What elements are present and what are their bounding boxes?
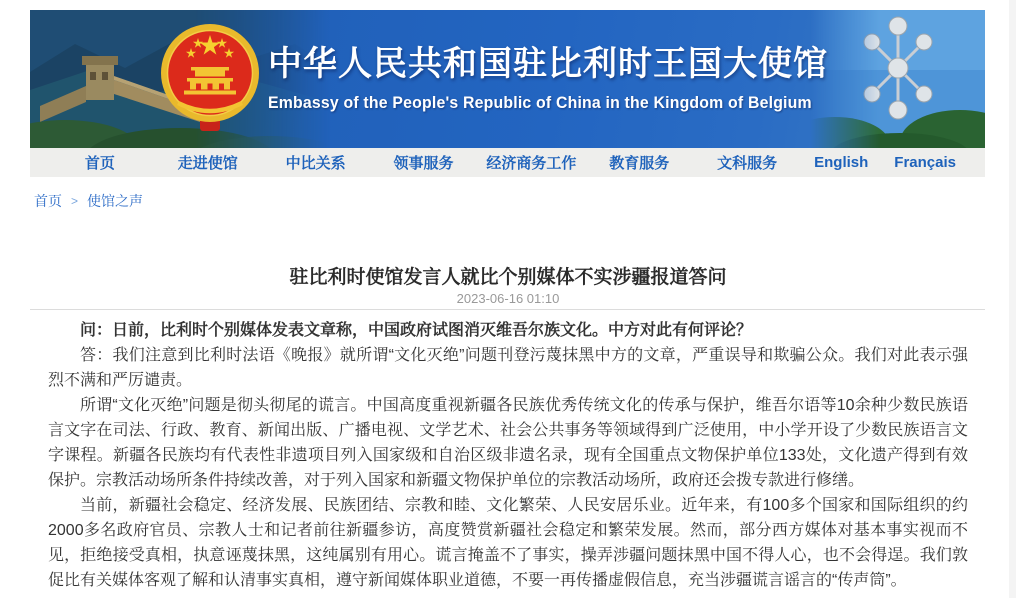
nav-item-culture[interactable]: 文科服务 bbox=[717, 155, 778, 172]
nav-item-home[interactable]: 首页 bbox=[84, 155, 115, 172]
article-paragraph: 所谓“文化灭绝”问题是彻头彻尾的谎言。中国高度重视新疆各民族优秀传统文化的传承与保护，维吾尔语等10余种少数民族语言文字在司法、行政、教育、新闻出版、广播电视、文学艺术、社会公共事务等领域得到广泛使用，中小学开设了少数民族语言文字课程。新疆各民族均有代表性非遗项目列入国家级和自治区级非遗名录，现有全国重点文物保护单位133处，文化遗产得到有效保护。宗教活动场所条件持续改善，对于列入国家和新疆文物保护单位的宗教活动场所，政府还会拨专款进行修缮。 bbox=[48, 397, 968, 489]
article-paragraph: 当前，新疆社会稳定、经济发展、民族团结、宗教和睦、文化繁荣、人民安居乐业。近年来，有100多个国家和国际组织的约2000多名政府官员、宗教人士和记者前往新疆参访，高度赞赏新疆社会稳定和繁荣发展。然而，部分西方媒体对基本事实视而不见，拒绝接受真相，执意诬蔑抹黑，这纯属别有用心。谎言掩盖不了事实，操弄涉疆问题抹黑中国不得人心，也不会得逞。我们敦促比有关媒体客观了解和认清事实真相，遵守新闻媒体职业道德，不要一再传播虚假信息，充当涉疆谎言谣言的“传声筒”。 bbox=[48, 497, 968, 589]
main-navigation bbox=[30, 148, 985, 177]
site-title-en: Embassy of the People's Republic of China in the Kingdom of Belgium bbox=[268, 94, 812, 112]
article-title: 驻比利时使馆发言人就比个别媒体不实涉疆报道答问 bbox=[289, 267, 727, 288]
nav-item-commerce[interactable]: 经济商务工作 bbox=[486, 155, 577, 172]
banner-titles bbox=[268, 36, 828, 113]
article-paragraph: 答：我们注意到比利时法语《晚报》就所谓“文化灭绝”问题刊登污蔑抹黑中方的文章，严重误导和欺骗公众。我们对此表示强烈不满和严厉谴责。 bbox=[48, 347, 968, 389]
nav-item-consular[interactable]: 领事服务 bbox=[393, 155, 454, 172]
nav-item-about[interactable]: 走进使馆 bbox=[177, 155, 238, 172]
atomium-image bbox=[810, 10, 985, 148]
article-divider bbox=[30, 309, 985, 310]
article-paragraph: 问：日前，比利时个别媒体发表文章称，中国政府试图消灭维吾尔族文化。中方对此有何评论？ bbox=[80, 322, 753, 339]
article-date: 2023-06-16 01:10 bbox=[456, 291, 560, 306]
breadcrumb bbox=[34, 191, 143, 211]
nav-item-relations[interactable]: 中比关系 bbox=[285, 155, 346, 172]
article-body bbox=[48, 318, 968, 593]
chevron-right-icon: > bbox=[71, 194, 79, 208]
site-banner bbox=[30, 10, 985, 148]
china-national-emblem-icon bbox=[158, 23, 262, 137]
breadcrumb-current[interactable]: 使馆之声 bbox=[87, 193, 144, 209]
site-title-zh: 中华人民共和国驻比利时王国大使馆 bbox=[268, 45, 828, 83]
nav-item-english[interactable]: English bbox=[814, 154, 869, 171]
breadcrumb-home[interactable]: 首页 bbox=[34, 193, 62, 209]
nav-item-education[interactable]: 教育服务 bbox=[609, 155, 670, 172]
nav-item-francais[interactable]: Français bbox=[894, 154, 956, 171]
